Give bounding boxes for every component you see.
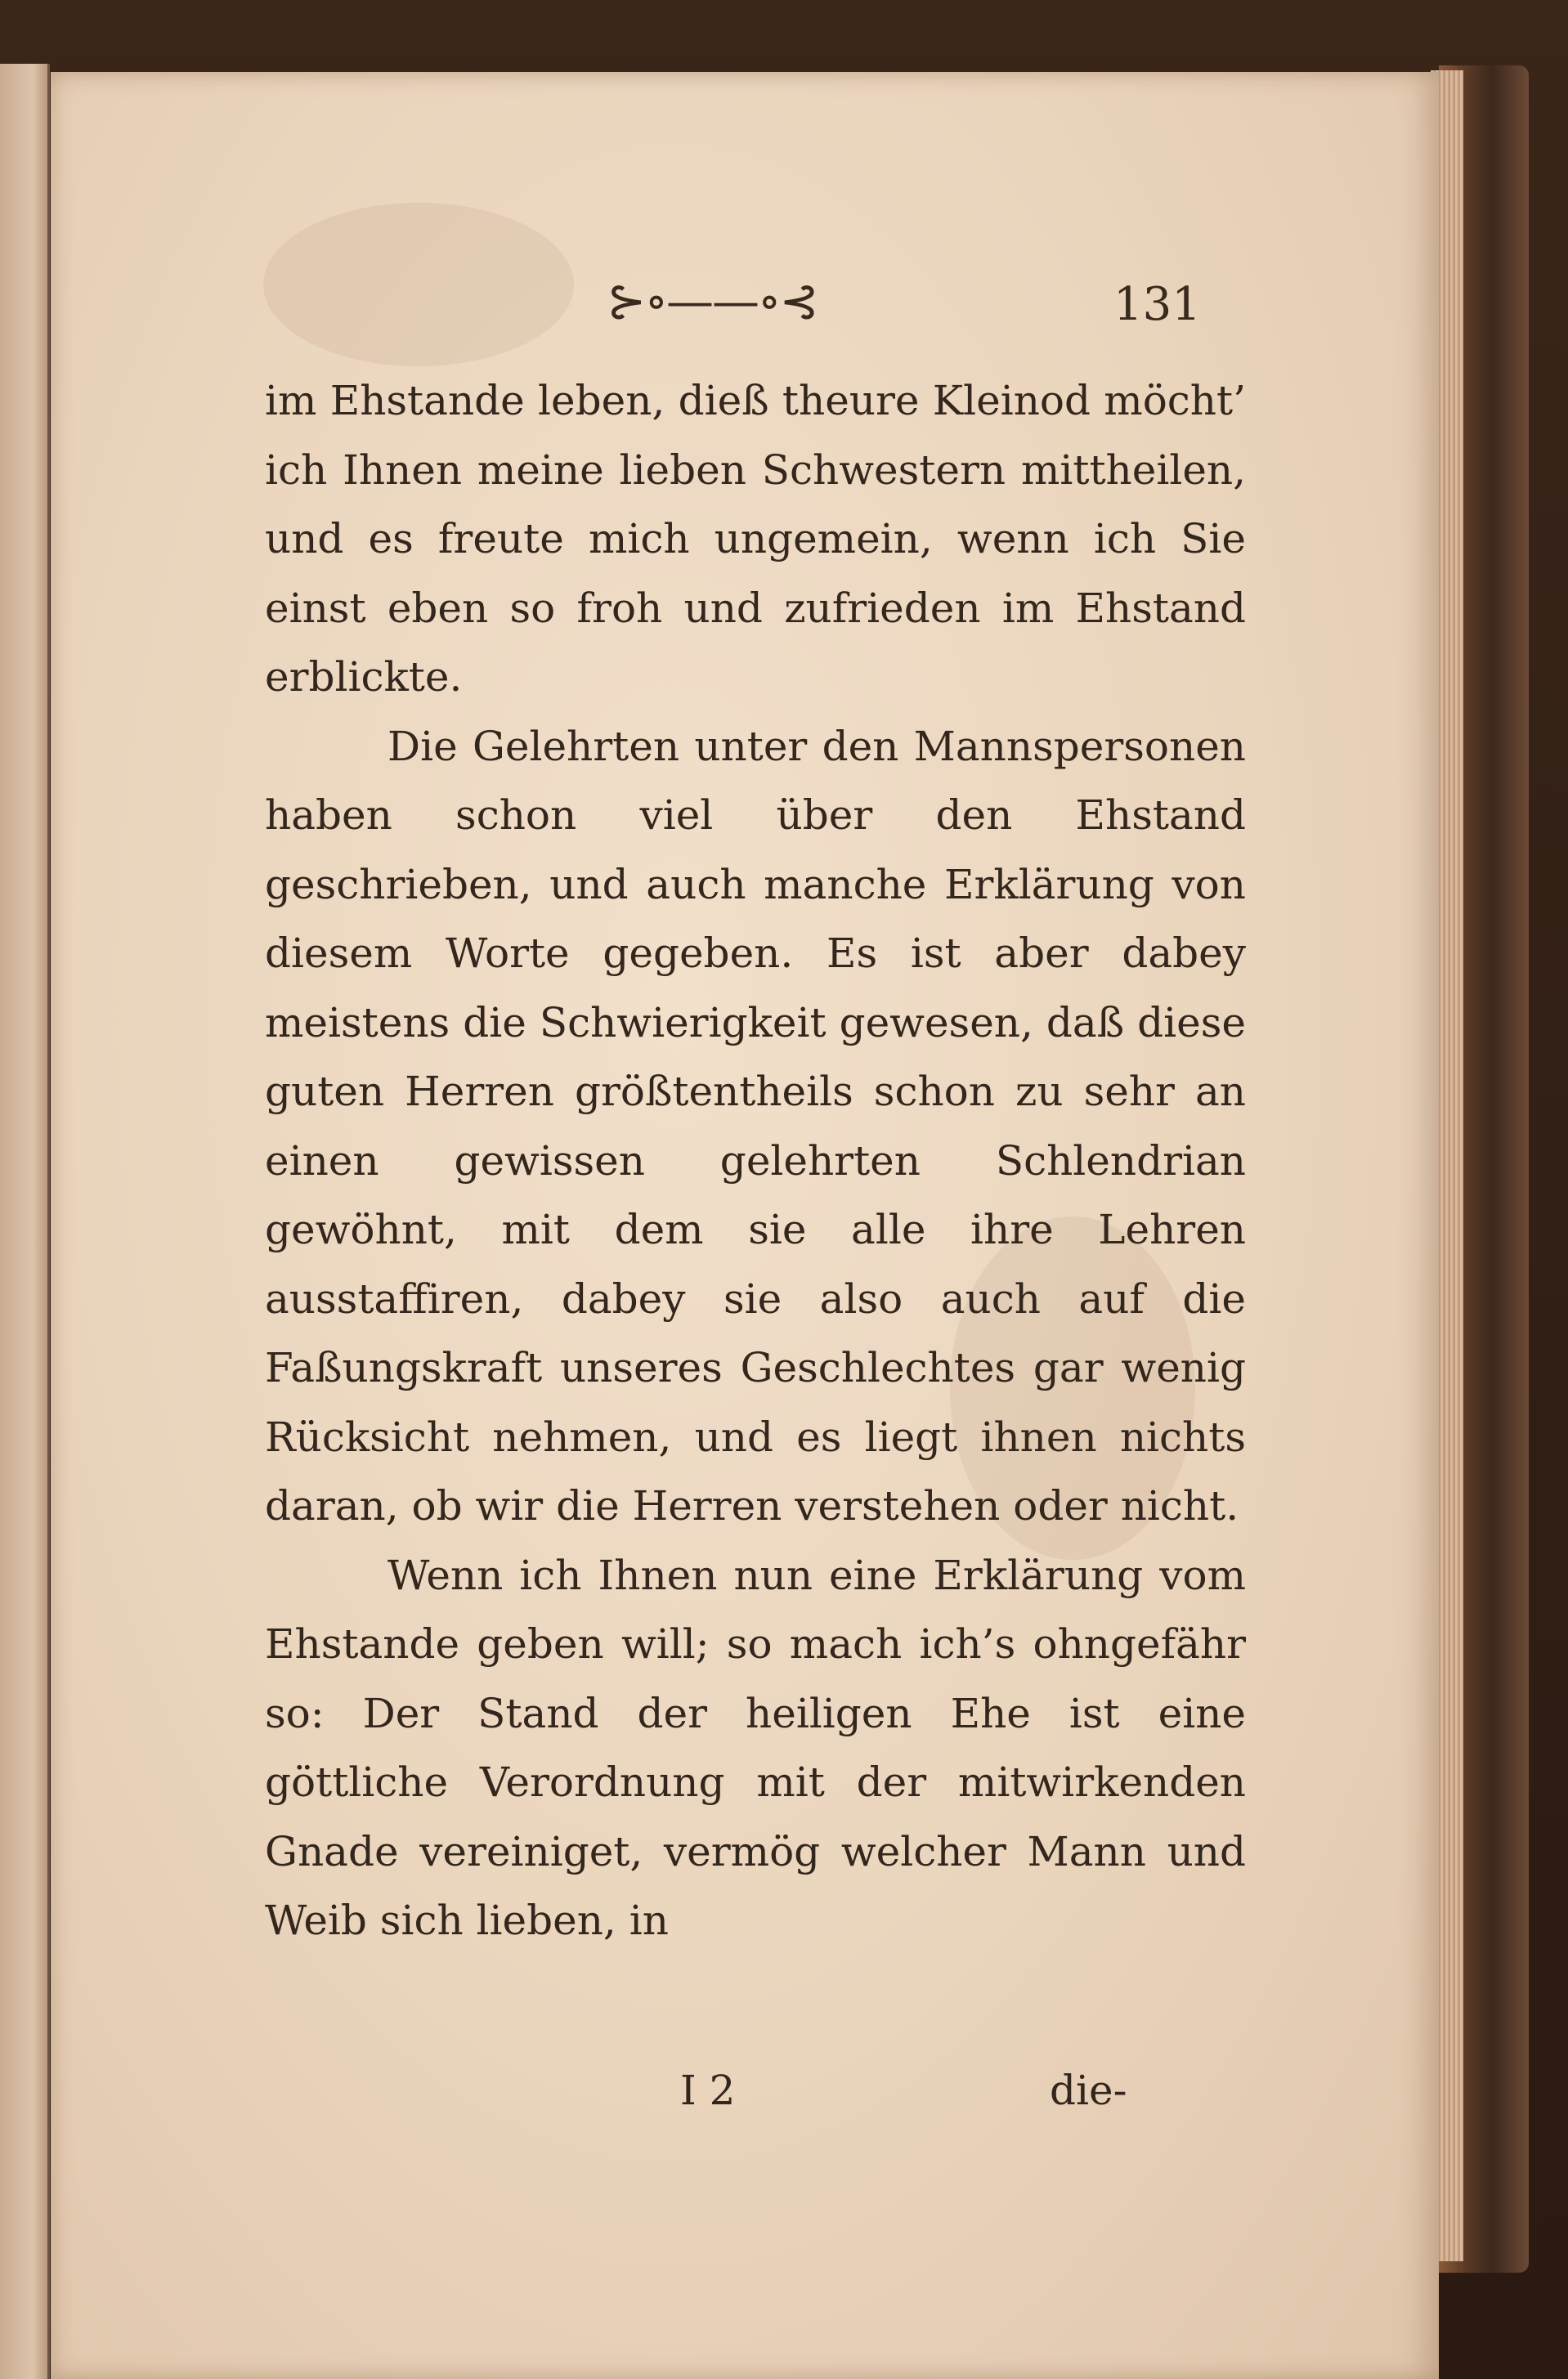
paragraph: im Ehstande leben, dieß theure Kleinod möcht’ ich Ihnen meine lieben Schwestern mittheilen, und es freute mich ungemein, wenn ich Sie einst eben so froh und zufrieden im Ehstand erblickte.	[265, 377, 1246, 701]
signature-mark: I 2	[680, 2067, 736, 2114]
header-ornament: ⊱∘——∘⊰	[607, 273, 818, 329]
body-text	[265, 366, 1246, 1956]
paragraph: Wenn ich Ihnen nun eine Erklärung vom Ehstande geben will; so mach ich’s ohngefähr so: Der Stand der heiligen Ehe ist eine göttliche Verordnung mit der mitwirkenden Gnade vereiniget, vermög welcher Mann und Weib sich lieben, in	[265, 1551, 1246, 1944]
page-footer	[51, 2067, 1439, 2140]
page-header	[51, 268, 1439, 350]
book-page	[51, 72, 1439, 2379]
paragraph: Die Gelehrten unter den Mannspersonen haben schon viel über den Ehstand geschrieben, und auch manche Erklärung von diesem Worte gegeben. Es ist aber dabey meistens die Schwierigkeit gewesen, daß diese guten Herren größtentheils schon zu sehr an einen gewissen gelehrten Schlendrian gewöhnt, mit dem sie alle ihre Lehren ausstaffiren, dabey sie also auch auf die Faßungskraft unseres Geschlechtes gar wenig Rücksicht nehmen, und es liegt ihnen nichts daran, ob wir die Herren verstehen oder nicht.	[265, 722, 1246, 1530]
facing-page-edge	[0, 64, 50, 2379]
catchword: die-	[1050, 2067, 1127, 2114]
page-number: 131	[1113, 278, 1201, 331]
